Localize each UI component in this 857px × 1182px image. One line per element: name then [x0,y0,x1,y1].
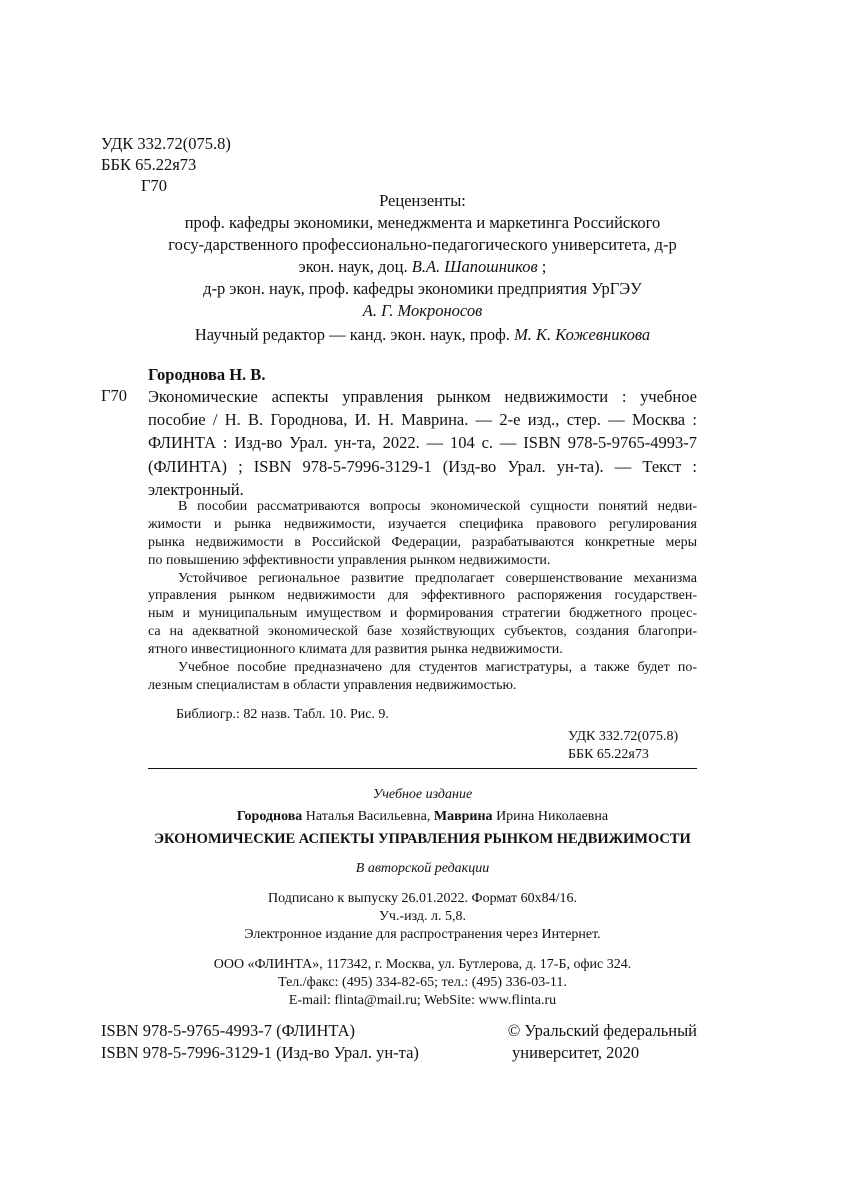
biblio-line: (ФЛИНТА) ; ISBN 978-5-7996-3129-1 (Изд-во Урал. ун-та). — Текст : [148,456,697,476]
horizontal-divider [148,768,697,769]
reviewers-title: Рецензенты: [379,191,466,210]
abstract-line: жимости и рынка недвижимости, изучается специфика правового регулирования [148,516,697,532]
bibliographic-description [148,385,697,501]
author-heading: Городнова Н. В. [148,365,266,384]
edition-type: Учебное издание [372,787,473,802]
bbk-code: ББК 65.22я73 [101,155,197,174]
book-title: ЭКОНОМИЧЕСКИЕ АСПЕКТЫ УПРАВЛЕНИЯ РЫНКОМ НЕДВИЖИМОСТИ [154,831,691,847]
authors-line [148,808,697,826]
editor-prefix: Научный редактор — канд. экон. наук, проф. [194,325,515,344]
publisher-address: ООО «ФЛИНТА», 117342, г. Москва, ул. Бутлерова, д. 17-Б, офис 324. [213,957,632,972]
imprint-block [148,786,697,1010]
classification-block [101,133,231,196]
abstract [148,498,697,695]
isbn-flinta: ISBN 978-5-9765-4993-7 (ФЛИНТА) [101,1021,356,1040]
author-2-name: Ирина Николаевна [492,809,609,824]
reviewer-1-separator: ; [537,257,547,276]
reviewer-1-line-3 [150,256,695,278]
author-sign-left: Г70 [101,386,128,405]
abstract-line: ятного инвестиционного климата для развития рынка недвижимости. [148,642,563,658]
reviewer-1-name: В.А. Шапошников [411,257,538,276]
copyright-block [490,1020,697,1064]
abstract-line: рынка недвижимости в Российской Федерации, разрабатываются конкретные меры [148,534,697,550]
reviewer-1-line-2: госу-дарственного профессионально-педагогического университета, д-р [168,235,677,254]
distribution-note: Электронное издание для распространения через Интернет. [244,927,601,942]
reviewer-1-line-1: проф. кафедры экономики, менеджмента и маркетинга Российского [184,213,661,232]
author-2-surname: Маврина [433,809,493,824]
udk-code: УДК 332.72(075.8) [101,134,231,153]
abstract-line: Устойчивое региональное развитие предполагает совершенствование механизма [178,570,697,586]
publisher-sheets: Уч.-изд. л. 5,8. [379,909,466,924]
abstract-line: В пособии рассматриваются вопросы экономической сущности понятий недви- [178,499,697,514]
reviewer-2-name: А. Г. Мокроносов [362,301,483,320]
author-1-surname: Городнова [236,809,303,824]
udk-code-right: УДК 332.72(075.8) [568,729,679,744]
abstract-line: управления рынком недвижимости для эффективного распоряжения государствен- [148,588,697,604]
copyright-line-2: университет, 2020 [512,1043,640,1062]
bibliography-counts: Библиогр.: 82 назв. Табл. 10. Рис. 9. [176,707,389,722]
editor-name: М. К. Кожевникова [514,325,651,344]
biblio-line: Экономические аспекты управления рынком недвижимости : учебное [148,387,697,406]
signed-date: Подписано к выпуску 26.01.2022. Формат 60х84/16. [267,891,577,906]
publisher-phones: Тел./факс: (495) 334-82-65; тел.: (495) 336-03-11. [278,975,567,990]
bbk-code-right: ББК 65.22я73 [568,747,649,762]
author-sign: Г70 [141,176,168,195]
reviewer-1-degree: экон. наук, доц. [298,257,412,276]
classification-block-right [568,728,678,764]
biblio-line: пособие / Н. В. Городнова, И. Н. Маврина. — 2-е изд., стер. — Москва : [148,410,697,430]
reviewers-block [150,190,695,322]
abstract-line: ным и муниципальным имуществом и формирования стратегии бюджетного процес- [148,606,697,622]
abstract-line: по повышению эффективности управления рынком недвижимости. [148,552,551,568]
isbn-ural: ISBN 978-5-7996-3129-1 (Изд-во Урал. ун-та) [101,1043,419,1062]
biblio-line: ФЛИНТА : Изд-во Урал. ун-та, 2022. — 104 с. — ISBN 978-5-9765-4993-7 [148,433,697,453]
scientific-editor [150,324,695,346]
abstract-line: лезным специалистам в области управления недвижимостью. [148,677,517,693]
copyright-line-1: © Уральский федеральный [507,1021,697,1040]
abstract-line: са на адекватной экономической базе хозяйствующих субъектов, создания благопри- [148,624,697,640]
redaction-note: В авторской редакции [355,861,490,876]
reviewer-2-line-1: д-р экон. наук, проф. кафедры экономики предприятия УрГЭУ [203,279,642,298]
publisher-contacts: E-mail: flinta@mail.ru; WebSite: www.flinta.ru [288,993,557,1008]
isbn-block [101,1020,419,1064]
biblio-line: электронный. [148,479,244,499]
abstract-line: Учебное пособие предназначено для студентов магистратуры, а также будет по- [178,660,697,676]
author-1-name: Наталья Васильевна, [302,809,434,824]
